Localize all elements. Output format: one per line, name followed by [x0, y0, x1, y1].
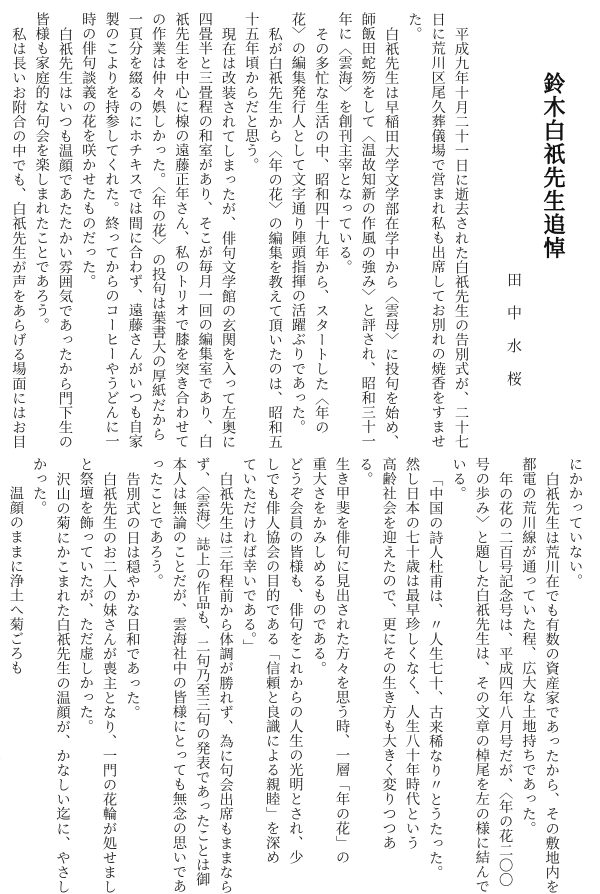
text-line: 花〉の編集発行人として文字通り陣頭指揮の活躍ぶりであった。 — [289, 12, 306, 434]
text-line: 師飯田蛇笏をして〈温故知新の作風の強み〉と評され、昭和三十一 — [359, 12, 376, 449]
text-line: 然し日本の七十歳は最早珍しくなく、人生八十年時代という — [403, 457, 420, 850]
text-line: 製のこよりを持参してくれた。終ってからのコーヒーやうどんに一 — [103, 12, 120, 449]
text-line: の作業は仲々娯しかった。〈年の花〉の投句は葉書大の厚紙だから — [150, 12, 167, 442]
text-line: 白祇先生は荒川在でも有数の資産家であったから、その敷地内を — [543, 471, 560, 894]
text-line: その多忙な生活の中、昭和四十九年から、スタートした〈年の — [313, 26, 330, 434]
text-line: ったことであろう。 — [147, 457, 164, 588]
text-line: 沢山の菊にかこまれた白祇先生の温顔が、かなしい迄に、やさし — [54, 471, 71, 894]
text-line: 年の花の二百号記念号は、平成四年八月号だが、〈年の花二〇〇 — [497, 471, 514, 887]
text-line: かった。 — [31, 457, 48, 516]
article-author: 田中水桜 — [505, 272, 523, 404]
text-line: 本人は無論のことだが、雲海社中の皆様にとっても無念の思いであ — [170, 457, 187, 894]
article-body-lower — [0, 457, 586, 894]
article-body-upper — [6, 12, 472, 449]
text-line: た。 — [406, 12, 423, 42]
text-line: どうぞ会員の皆様も、俳句をこれからの人生の光明とされ、少 — [287, 457, 304, 865]
text-line: 白祇先生はいつも温顔であたたかい雰囲気であったから門下生の — [56, 26, 73, 449]
text-line: る。 — [357, 457, 374, 487]
text-line: 祇先生を中心に楾の遠藤正年さん、私のトリオで膝を突き合わせて — [173, 12, 190, 449]
text-line: 一頁分を綴るのにホチキスでは間に合わず、遠藤さんがいつも自家 — [126, 12, 143, 449]
text-line: 告別式の日は穏やかな日和であった。 — [124, 471, 141, 719]
text-line: 皆様も家庭的な句会を楽しまれたことであろう。 — [33, 12, 50, 333]
text-line: 平成九年十月二十一日に逝去された白祇先生の告別式が、二十七 — [453, 26, 469, 449]
text-line: ていただければ幸いである。」 — [240, 457, 257, 654]
text-line: 四畳半と三畳程の和室があり、そこが毎月一回の編集室であり、白 — [196, 12, 213, 449]
text-line: 時の俳句談義の花を咲かせたものだった。 — [80, 12, 97, 289]
text-line: 重大さをかみしめるものである。 — [310, 457, 327, 676]
text-line: 私が白祇先生から〈年の花〉の編集を教えて頂いたのは、昭和五 — [266, 26, 283, 449]
text-line: 白祇先生は三年程前から体調が勝れず、為に句会出席もままなら — [217, 471, 234, 894]
text-line: 日に荒川区尾久葬儀場で営まれ私も出席してお別れの焼香をすませ — [429, 12, 446, 449]
text-line: 高齢社会を迎えたので、更にその生き方も大きく変りつつあ — [380, 457, 397, 850]
text-line: 年に〈雲海〉を創刊主宰となっている。 — [336, 12, 353, 274]
article-title: 鈴木白祇先生追悼 — [540, 72, 566, 260]
text-line: 生き甲斐を俳句に見出された方々を思う時、一層「年の花」の — [334, 457, 351, 865]
memorial-haiku: 温顔のままに浄土へ菊ごろも — [7, 486, 24, 676]
text-line: ず、〈雲海〉誌上の作品も、二句乃至三句の発表であったことは御 — [194, 457, 211, 887]
text-line: いる。 — [450, 457, 467, 501]
text-line: 「中国の詩人杜甫は、〃人生七十、古来稀なり〃とうたった。 — [427, 471, 444, 879]
text-line: 白祇先生は早稲田大学文学部在学中から〈雲母〉に投句を始め、 — [383, 26, 400, 449]
text-line: 十五年頃からだと思う。 — [243, 12, 260, 173]
text-line: にかかっていない。 — [567, 457, 583, 588]
text-line: 私は長いお附合の中でも、白祇先生が声をあらげる場面にはお目 — [10, 26, 27, 449]
text-line: 白祇先生のお二人の妹さんが喪主となり、一門の花輪が処せまし — [101, 471, 118, 894]
text-line: 都電の荒川線が通っていた程、広大な土地持ちであった。 — [520, 457, 537, 836]
text-line: と祭壇を飾っていたが、ただ虚しかった。 — [77, 457, 94, 734]
text-line: 現在は改装されてしまったが、俳句文学館の玄関を入って左奥に — [220, 26, 237, 449]
text-line: しでも俳人協会の目的である「信頼と良識による親睦」を深め — [264, 457, 281, 865]
text-line: 号の歩み〉と題した白祇先生は、その文章の棹尾を左の様に結んで — [473, 457, 490, 894]
